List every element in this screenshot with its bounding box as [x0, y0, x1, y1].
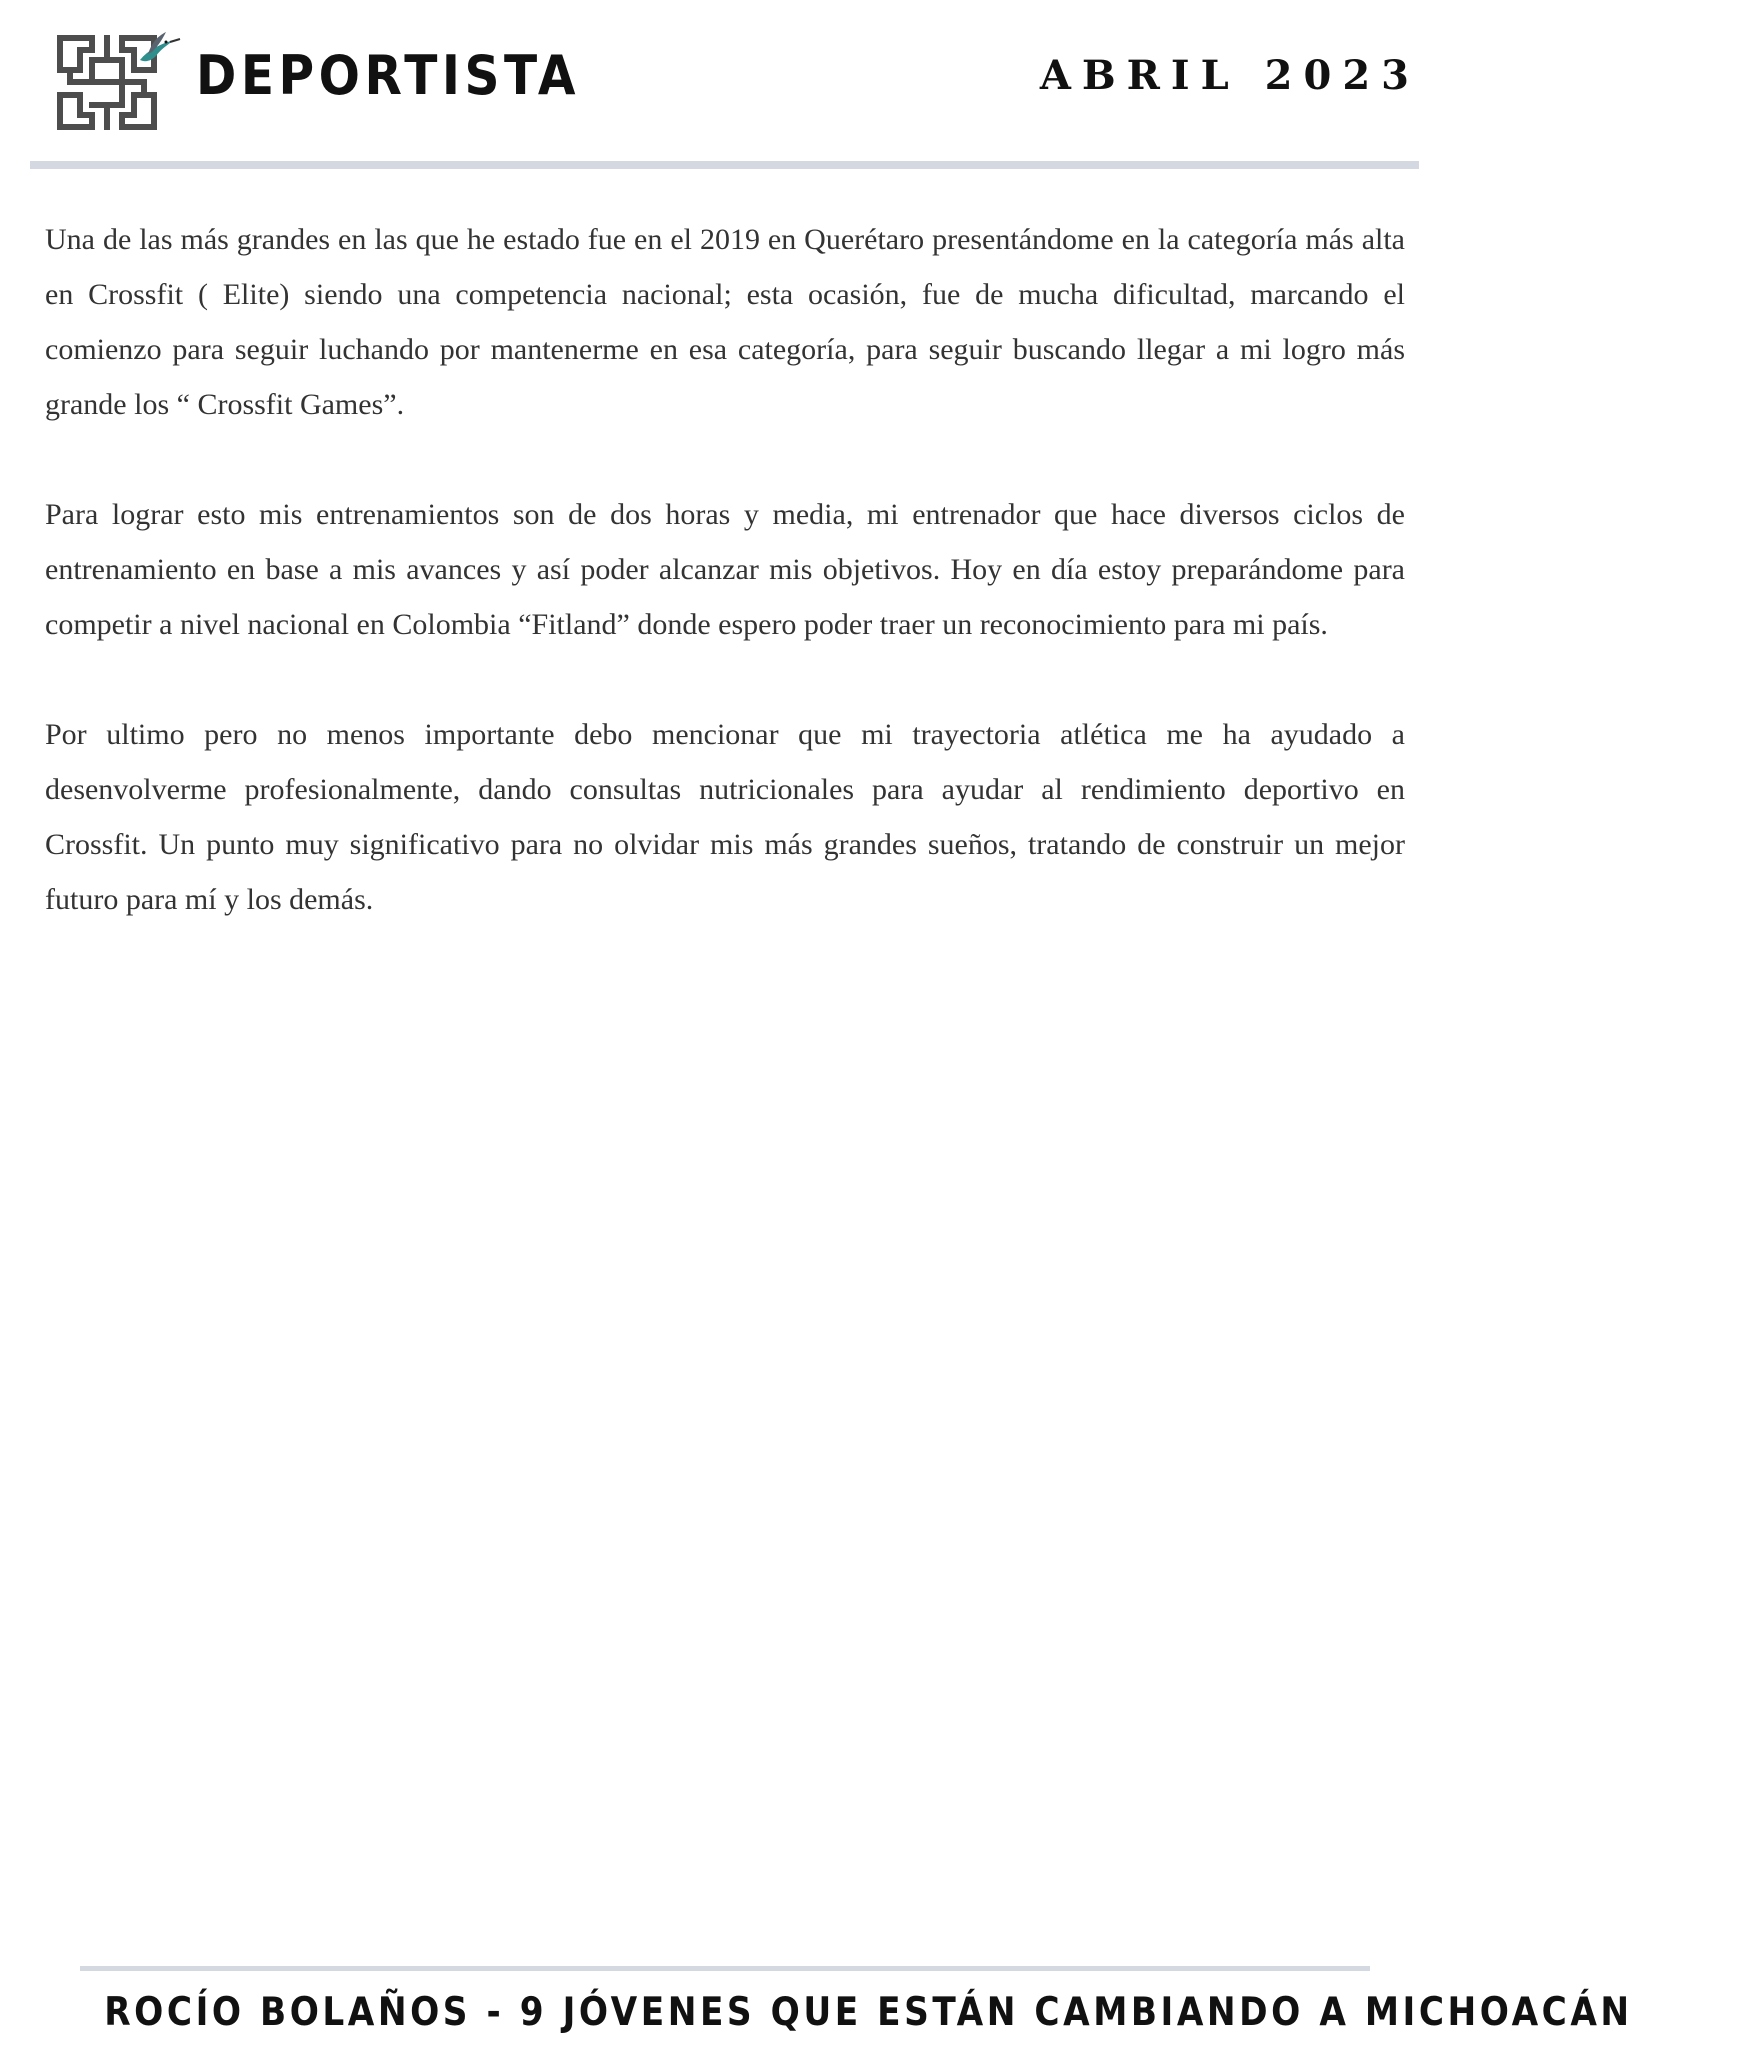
article-body — [45, 212, 1405, 982]
paragraph: Para lograr esto mis entrenamientos son de dos horas y media, mi entrenador que hace diversos ciclos de entrenamiento en base a mis avances y así poder alcanzar mis objetivos. Hoy en día estoy preparándome para competir a nivel nacional en Colombia “Fitland” donde espero poder traer un reconocimiento para mi país. — [45, 498, 1405, 641]
paragraph: Una de las más grandes en las que he estado fue en el 2019 en Querétaro presentándome en la categoría más alta en Crossfit ( Elite) siendo una competencia nacional; esta ocasión, fue de mucha dificultad, marcando el comienzo para seguir luchando por mantenerme en esa categoría, para seguir buscando llegar a mi logro más grande los “ Crossfit Games”. — [45, 223, 1405, 421]
header-divider — [30, 161, 1419, 169]
page-footer — [0, 1988, 1633, 2038]
page-header — [0, 0, 1448, 165]
footer-divider — [80, 1966, 1370, 1971]
section-title: DEPORTISTA — [196, 44, 580, 107]
footer-caption: ROCÍO BOLAÑOS - 9 JÓVENES QUE ESTÁN CAMBIANDO A MICHOACÁN — [104, 1990, 1633, 2035]
paragraph: Por ultimo pero no menos importante debo mencionar que mi trayectoria atlética me ha ayudado a desenvolverme profesionalmente, dando consultas nutricionales para ayudar al rendimiento deportivo en Crossfit. Un punto muy significativo para no olvidar mis más grandes sueños, tratando de construir un mejor futuro para mí y los demás. — [45, 718, 1405, 916]
celtic-knot-hummingbird-logo-icon — [52, 30, 182, 135]
issue-date: ABRIL 2023 — [1039, 52, 1420, 99]
